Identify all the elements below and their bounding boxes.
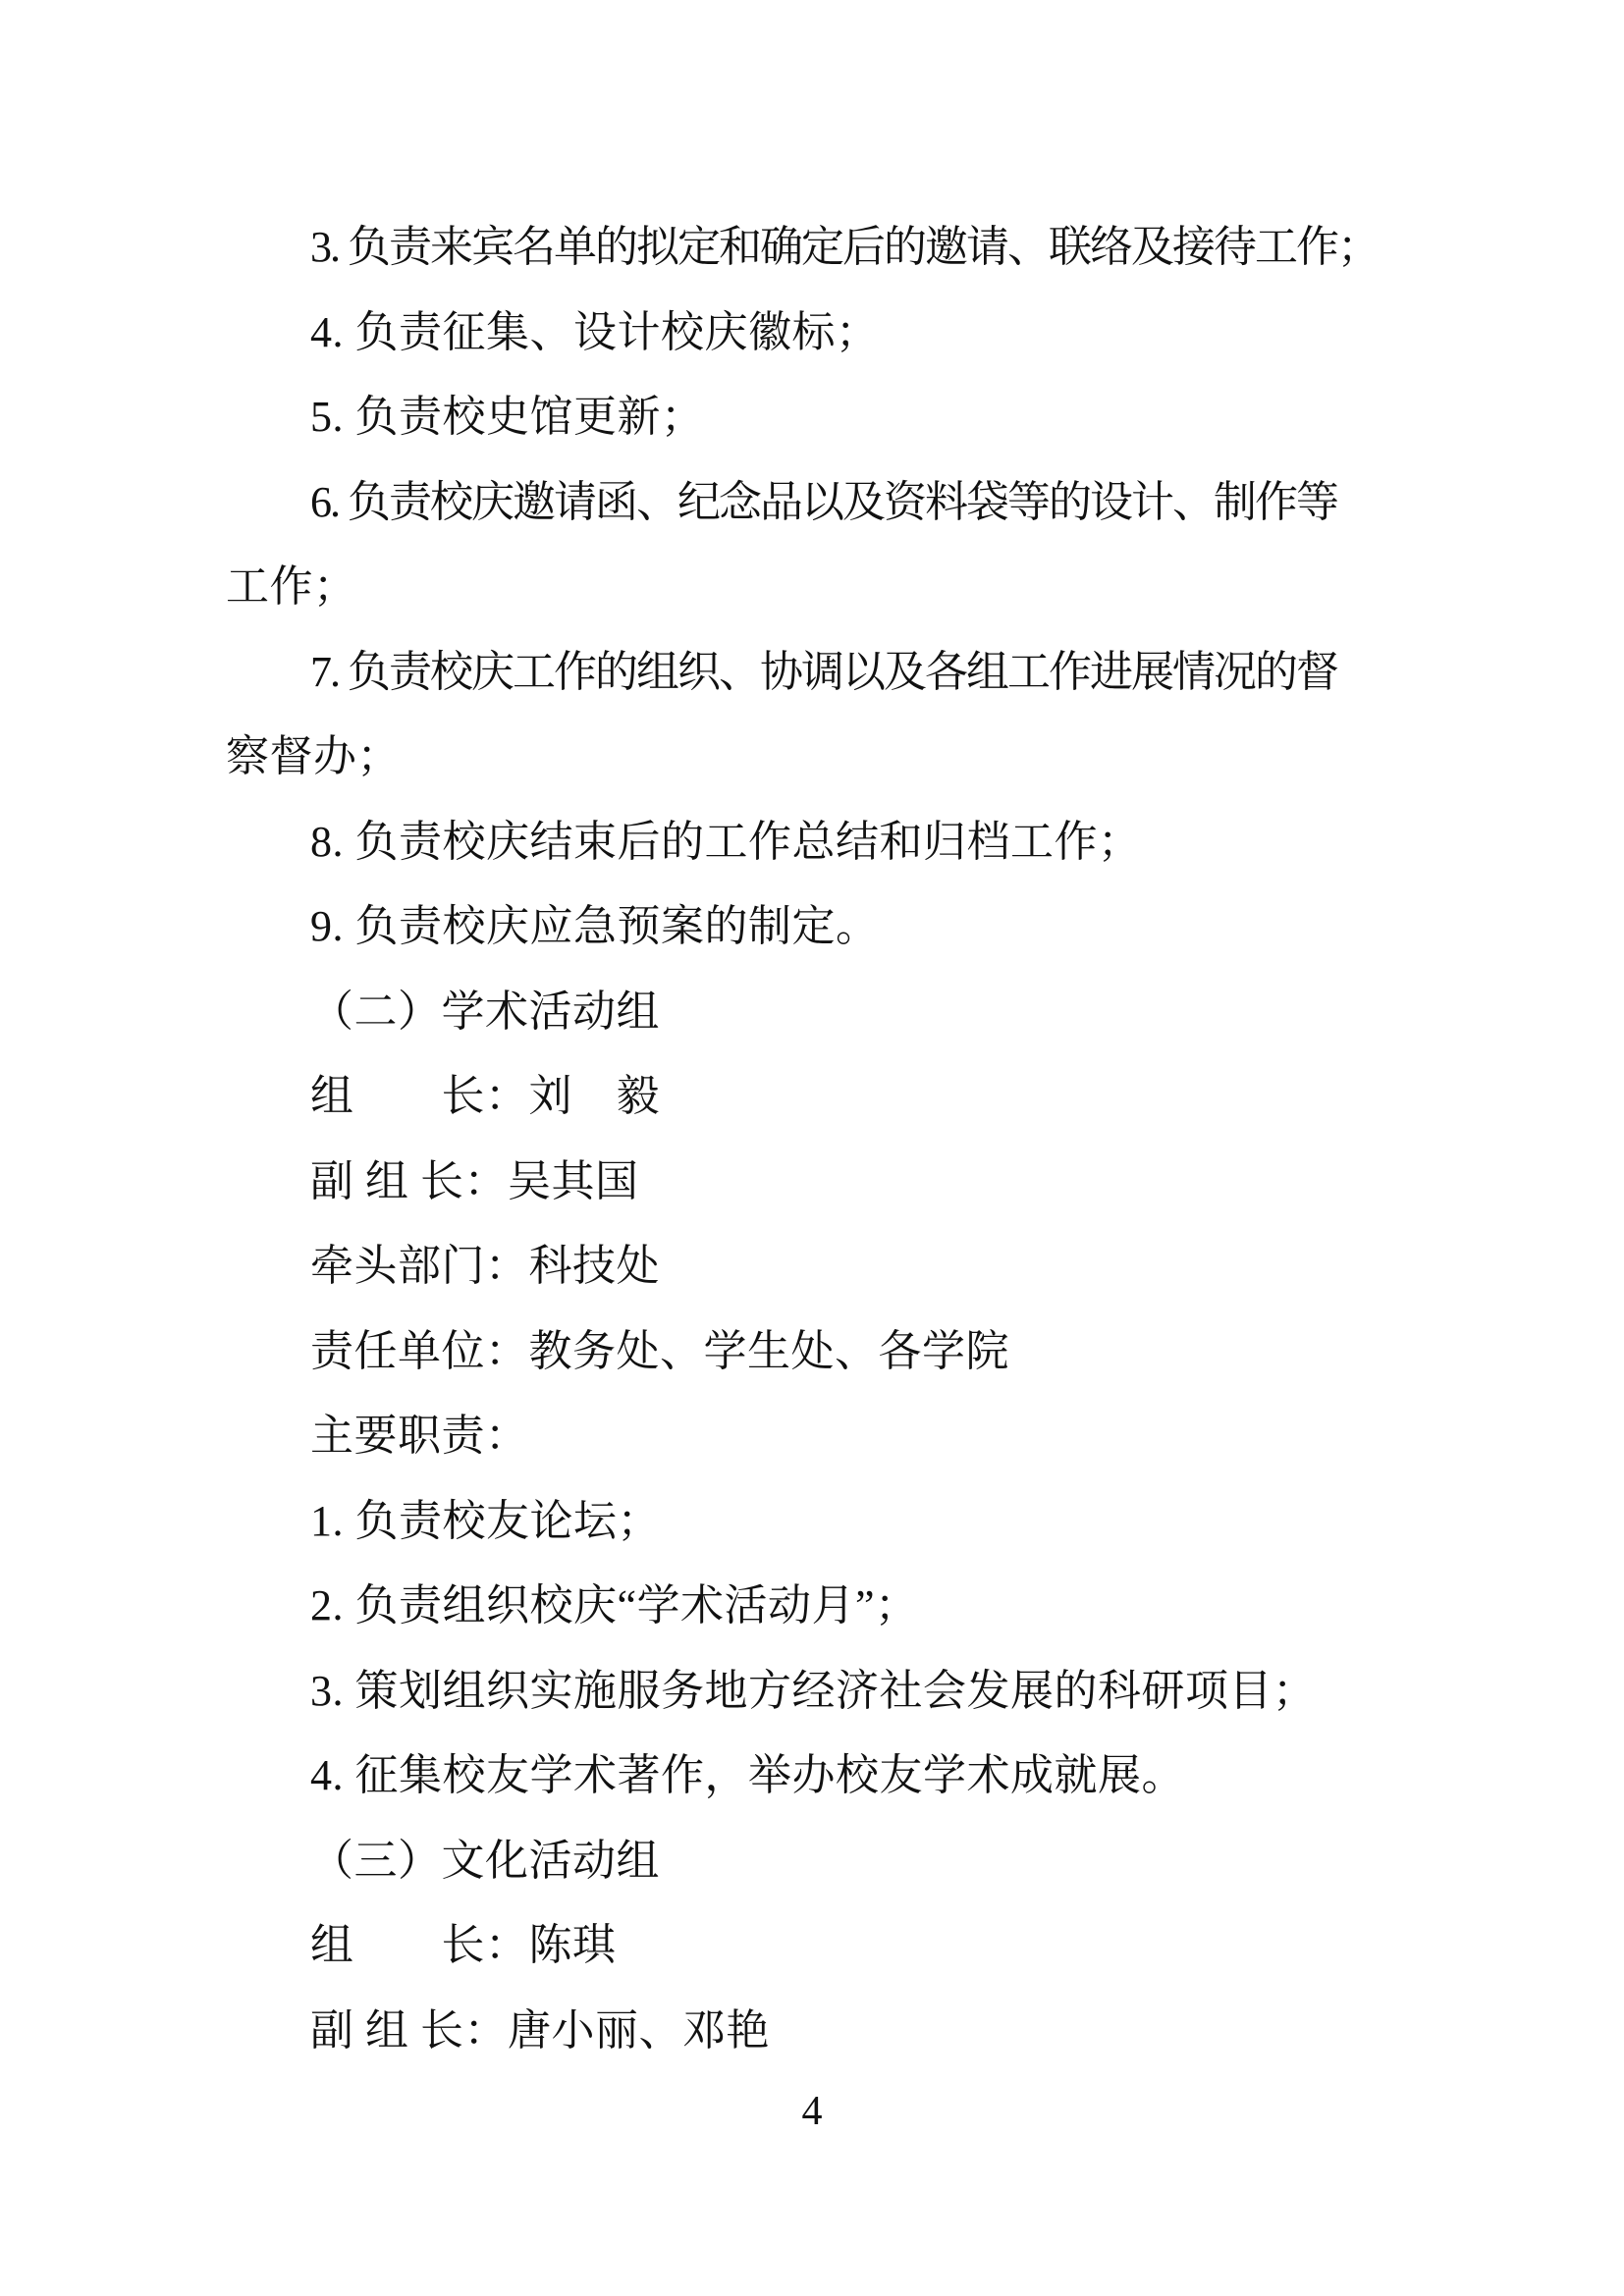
duty-item: 5. 负责校史馆更新； bbox=[310, 393, 705, 441]
duty-item: 6. 负责校庆邀请函、纪念品以及资料袋等的设计、制作等 bbox=[310, 477, 1337, 526]
section-heading: （二）学术活动组 bbox=[310, 987, 660, 1036]
role-line-deputy: 副 组 长：唐小丽、邓艳 bbox=[310, 2005, 770, 2055]
duty-item: 3. 策划组织实施服务地方经济社会发展的科研项目； bbox=[310, 1666, 1317, 1715]
document-body bbox=[226, 205, 1400, 2073]
role-line-resp-units: 责任单位：教务处、学生处、各学院 bbox=[310, 1326, 1009, 1375]
duty-item: 4. 负责征集、设计校庆徽标； bbox=[310, 307, 880, 356]
role-line-leader: 组 长：刘 毅 bbox=[310, 1072, 660, 1120]
duty-item: 4. 征集校友学术著作，举办校友学术成就展。 bbox=[310, 1751, 1185, 1799]
continuation-line: 察督办； bbox=[226, 732, 401, 780]
page-number: 4 bbox=[801, 2089, 823, 2134]
duty-item: 7. 负责校庆工作的组织、协调以及各组工作进展情况的督 bbox=[310, 647, 1337, 696]
role-line-deputy: 副 组 长：吴其国 bbox=[310, 1156, 639, 1205]
role-line-lead-dept: 牵头部门：科技处 bbox=[310, 1242, 660, 1290]
duty-item: 8. 负责校庆结束后的工作总结和归档工作； bbox=[310, 817, 1142, 866]
duties-label: 主要职责： bbox=[310, 1412, 529, 1460]
role-line-leader: 组 长：陈琪 bbox=[310, 1921, 617, 1969]
duty-item: 1. 负责校友论坛； bbox=[310, 1496, 661, 1545]
continuation-line: 工作； bbox=[226, 562, 357, 611]
duty-item: 2. 负责组织校庆“学术活动月”； bbox=[310, 1581, 919, 1629]
duty-item: 3. 负责来宾名单的拟定和确定后的邀请、联络及接待工作； bbox=[310, 223, 1379, 271]
duty-item: 9. 负责校庆应急预案的制定。 bbox=[310, 902, 880, 950]
section-heading: （三）文化活动组 bbox=[310, 1836, 660, 1885]
